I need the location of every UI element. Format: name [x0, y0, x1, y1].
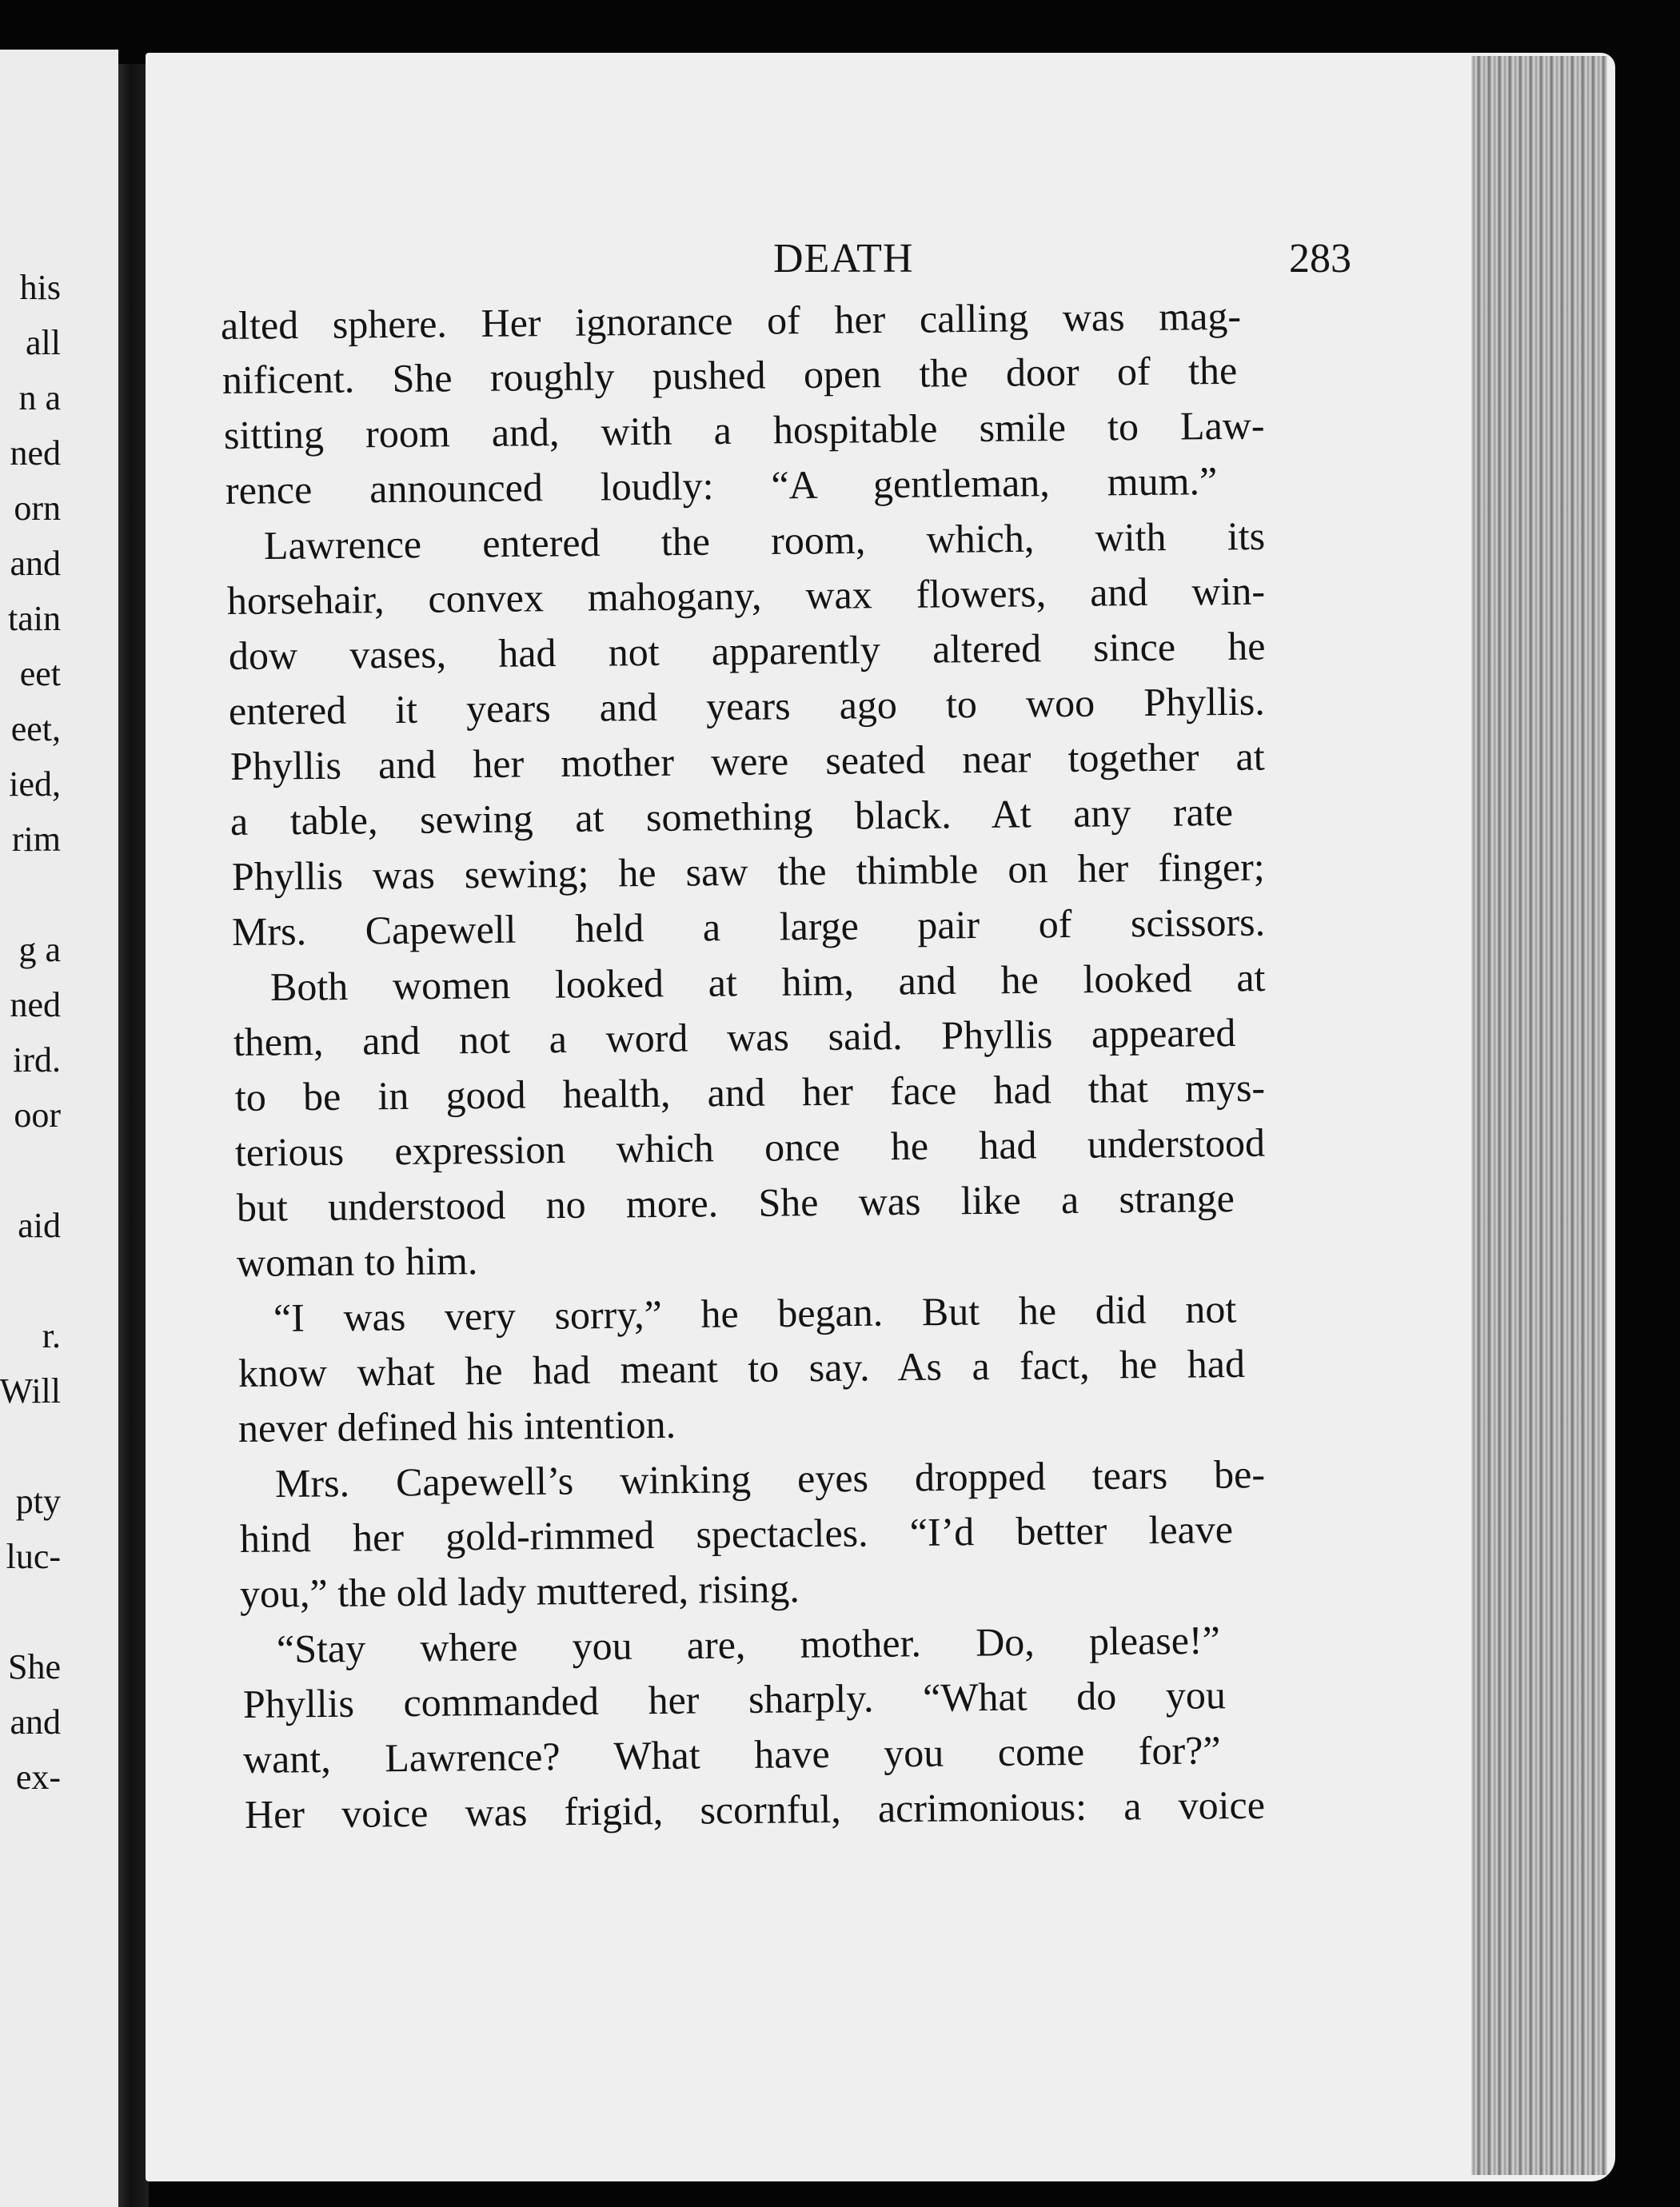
book-gutter: [118, 64, 149, 2207]
left-fragment: ird.: [13, 1040, 61, 1080]
text-line: know what he had meant to say. As a fact, he had: [237, 1340, 1246, 1395]
right-page: [146, 53, 1615, 2181]
text-line: terious expression which once he had understood: [234, 1119, 1266, 1175]
left-fragment: ned: [10, 433, 61, 473]
left-fragment: orn: [14, 489, 61, 528]
left-fragment: all: [26, 323, 61, 362]
text-line: want, Lawrence? What have you come for?”: [242, 1727, 1221, 1782]
left-fragment: She: [8, 1647, 61, 1686]
text-line: horsehair, convex mahogany, wax flowers, and win-: [226, 568, 1266, 623]
text-line: you,” the old lady muttered, rising.: [239, 1566, 800, 1616]
text-line: but understood no more. She was like a strange: [236, 1175, 1235, 1230]
text-line: Both women looked at him, and he looked at: [269, 955, 1266, 1009]
left-fragment: Will: [0, 1371, 61, 1411]
text-line: “I was very sorry,” he began. But he did not: [273, 1286, 1237, 1340]
text-line: them, and not a word was said. Phyllis appeared: [233, 1009, 1236, 1064]
page-header: [146, 235, 1615, 291]
text-line: woman to him.: [236, 1238, 478, 1285]
text-line: Lawrence entered the room, which, with its: [263, 513, 1266, 568]
text-line: Her voice was frigid, scornful, acrimonious: a voice: [244, 1782, 1266, 1837]
left-fragment: g a: [18, 930, 61, 969]
text-line: rence announced loudly: “A gentleman, mum.”: [225, 458, 1218, 513]
text-line: sitting room and, with a hospitable smile to Law-: [223, 402, 1265, 457]
left-fragment: tain: [8, 599, 61, 638]
text-line: Phyllis and her mother were seated near together at: [229, 733, 1265, 788]
text-line: “Stay where you are, mother. Do, please!”: [276, 1617, 1221, 1671]
text-line: Phyllis commanded her sharply. “What do you: [242, 1672, 1227, 1726]
page-number: 283: [1289, 236, 1351, 281]
text-line: Mrs. Capewell’s winking eyes dropped tears be-: [274, 1451, 1266, 1506]
left-fragment: oor: [14, 1096, 61, 1135]
page-edge-shadow: [1471, 56, 1607, 2175]
text-line: dow vases, had not apparently altered since he: [228, 623, 1266, 678]
left-fragment: n a: [18, 378, 61, 417]
left-fragment: r.: [42, 1316, 61, 1355]
left-fragment: aid: [18, 1206, 61, 1245]
text-line: a table, sewing at something black. At any rate: [229, 788, 1234, 844]
text-line: never defined his intention.: [237, 1401, 676, 1451]
text-line: entered it years and years ago to woo Phyllis.: [228, 678, 1265, 733]
left-fragment: ex-: [15, 1758, 61, 1797]
left-fragment: ied,: [9, 764, 61, 804]
left-fragment: eet,: [10, 709, 61, 748]
left-facing-page: [0, 50, 118, 2207]
left-fragment: eet: [19, 654, 61, 693]
left-fragment: ned: [10, 985, 61, 1024]
left-fragment: his: [19, 268, 61, 307]
left-fragment: pty: [15, 1482, 61, 1521]
text-line: hind her gold-rimmed spectacles. “I’d better leave: [239, 1507, 1234, 1561]
left-fragment: and: [10, 1702, 61, 1742]
text-line: Mrs. Capewell held a large pair of scissors.: [231, 899, 1266, 954]
text-line: to be in good health, and her face had that mys-: [234, 1064, 1266, 1119]
running-head: DEATH: [773, 236, 914, 281]
text-line: Phyllis was sewing; he saw the thimble on her finger;: [231, 844, 1265, 899]
left-fragment: luc-: [6, 1537, 61, 1576]
left-fragment: rim: [11, 820, 61, 859]
left-fragment: and: [10, 544, 61, 583]
text-line: alted sphere. Her ignorance of her calling was mag-: [220, 293, 1242, 348]
text-line: nificent. She roughly pushed open the door of the: [221, 347, 1238, 402]
